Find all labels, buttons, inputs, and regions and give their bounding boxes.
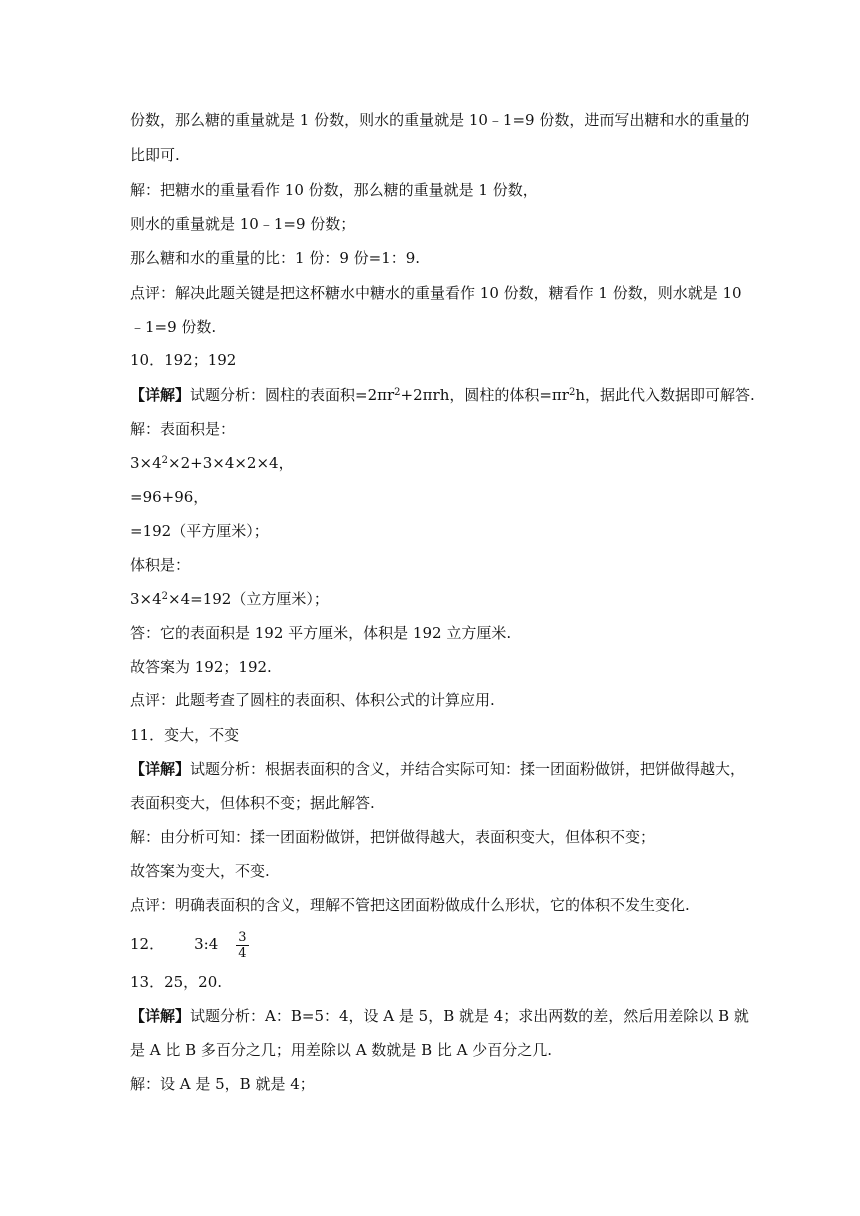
text-line: =192（平方厘米）； bbox=[130, 522, 269, 540]
formula-text: h，据此代入数据即可解答. bbox=[575, 386, 755, 404]
text-line: 解：由分析可知：揉一团面粉做饼，把饼做得越大，表面积变大，但体积不变； bbox=[130, 828, 656, 846]
fraction-numerator: 3 bbox=[238, 929, 247, 945]
superscript: 2 bbox=[161, 455, 169, 466]
ratio-text: 3:4 bbox=[194, 935, 219, 953]
superscript: 2 bbox=[394, 387, 401, 398]
text-line: 体积是： bbox=[130, 556, 191, 574]
detail-tag: 【详解】 bbox=[130, 1007, 191, 1025]
answer-heading-13: 13．25，20. bbox=[130, 973, 223, 991]
detail-tag: 【详解】 bbox=[130, 386, 191, 404]
text-line: 表面积变大，但体积不变；据此解答. bbox=[130, 794, 375, 812]
formula-text: ×2+3×4×2×4， bbox=[168, 454, 294, 472]
text-line: 故答案为 192；192. bbox=[130, 658, 272, 676]
text-line: ﹣1=9 份数. bbox=[130, 318, 217, 336]
calc-line bbox=[130, 453, 750, 473]
text-line: 点评：此题考查了圆柱的表面积、体积公式的计算应用. bbox=[130, 691, 495, 709]
detail-text: 试题分析：根据表面积的含义，并结合实际可知：揉一团面粉做饼，把饼做得越大， bbox=[190, 760, 746, 778]
text-line: 点评：解决此题关键是把这杯糖水中糖水的重量看作 10 份数，糖看作 1 份数，则水就是 10 bbox=[130, 284, 742, 302]
formula-text: 3×4 bbox=[130, 454, 162, 472]
text-line: =96+96， bbox=[130, 488, 209, 506]
superscript: 2 bbox=[161, 591, 169, 602]
text-line: 那么糖和水的重量的比：1 份：9 份=1：9. bbox=[130, 249, 421, 267]
answer-heading-12 bbox=[130, 927, 750, 961]
answer-heading-11: 11．变大，不变 bbox=[130, 726, 240, 744]
fraction bbox=[236, 930, 248, 961]
formula-text: 3×4 bbox=[130, 590, 162, 608]
formula-text: ×4=192（立方厘米）； bbox=[168, 590, 329, 608]
formula-text: +2πrh，圆柱的体积=πr bbox=[400, 386, 569, 404]
text-line: 是 A 比 B 多百分之几；用差除以 A 数就是 B 比 A 少百分之几. bbox=[130, 1041, 552, 1059]
text-line: 故答案为变大，不变. bbox=[130, 862, 270, 880]
text-line: 则水的重量就是 10﹣1=9 份数； bbox=[130, 215, 356, 233]
text-line: 答：它的表面积是 192 平方厘米，体积是 192 立方厘米. bbox=[130, 624, 512, 642]
superscript: 2 bbox=[568, 387, 576, 398]
text-line: 解：表面积是： bbox=[130, 420, 236, 438]
answer-heading-10: 10．192；192 bbox=[130, 351, 237, 369]
text-line: 比即可. bbox=[130, 146, 180, 164]
fraction-denominator: 4 bbox=[238, 945, 247, 961]
text-line: 解：把糖水的重量看作 10 份数，那么糖的重量就是 1 份数， bbox=[130, 181, 538, 199]
text-line: 解：设 A 是 5，B 就是 4； bbox=[130, 1075, 315, 1093]
detail-text: 试题分析：A：B=5：4，设 A 是 5，B 就是 4；求出两数的差，然后用差除以 B 就 bbox=[190, 1007, 749, 1025]
detail-line bbox=[130, 1006, 750, 1026]
detail-line bbox=[130, 759, 750, 779]
detail-line bbox=[130, 385, 755, 405]
question-number: 12． bbox=[130, 935, 165, 953]
formula-text: 试题分析：圆柱的表面积=2πr bbox=[190, 386, 395, 404]
text-line: 份数，那么糖的重量就是 1 份数，则水的重量就是 10﹣1=9 份数，进而写出糖和水的重量的 bbox=[130, 111, 750, 129]
detail-tag: 【详解】 bbox=[130, 760, 191, 778]
calc-line bbox=[130, 589, 750, 609]
text-line: 点评：明确表面积的含义，理解不管把这团面粉做成什么形状，它的体积不发生变化. bbox=[130, 896, 690, 914]
